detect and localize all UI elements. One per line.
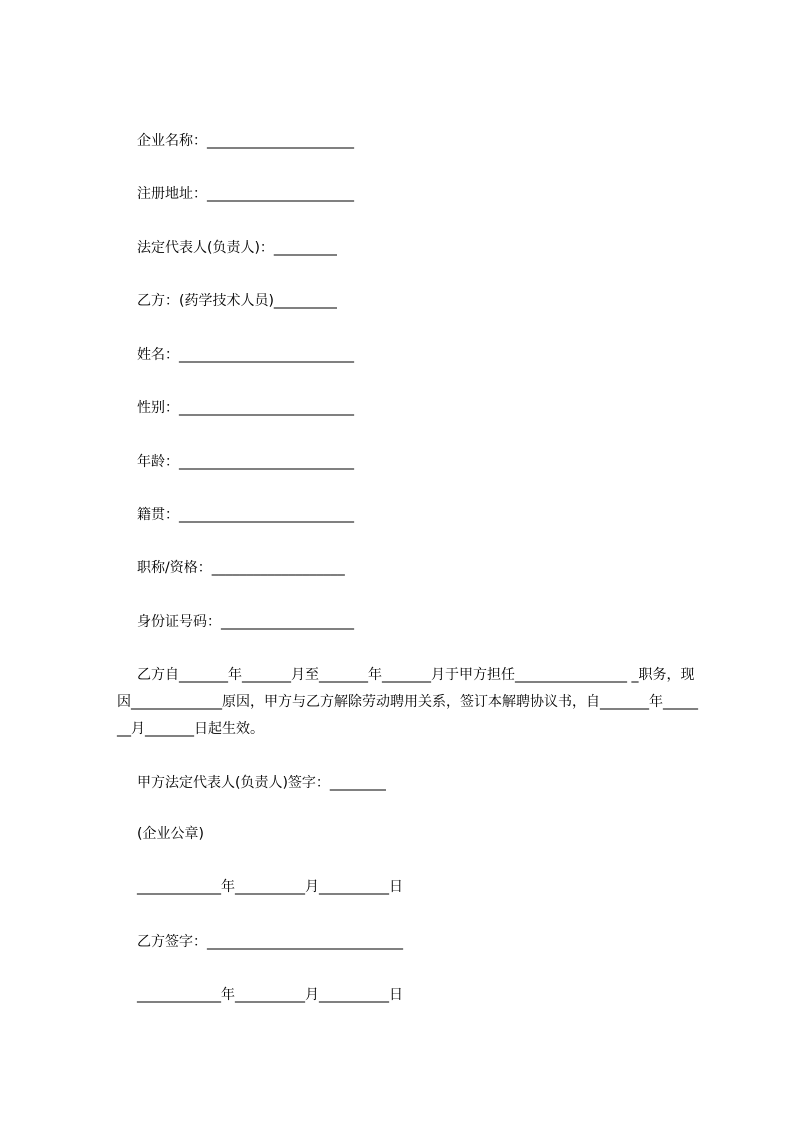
termination-paragraph-text: 乙方自_______年_______月至_______年_______月于甲方担任________________ _职务，现因_____________原因，甲方与乙方解除劳动聘用关系，签订本解聘协议书，自_______年_______月_______日起生效。	[117, 667, 698, 737]
legal-representative-field: 法定代表人(负责人)：_________	[137, 240, 337, 256]
registered-address-field: 注册地址：_____________________	[137, 186, 354, 202]
termination-paragraph	[117, 662, 701, 743]
party-b-date-field: ____________年__________月__________日	[137, 987, 403, 1003]
name-field: 姓名：_________________________	[137, 347, 354, 363]
age-field: 年龄：_________________________	[137, 454, 354, 470]
native-place-field: 籍贯：_________________________	[137, 507, 354, 523]
gender-field: 性别：_________________________	[137, 400, 354, 416]
title-qualification-field: 职称/资格：___________________	[137, 560, 345, 576]
party-a-date-field: ____________年__________月__________日	[137, 879, 403, 895]
party-a-signature-field: 甲方法定代表人(负责人)签字：________	[137, 775, 386, 791]
company-name-field: 企业名称：_____________________	[137, 133, 354, 149]
party-b-signature-field: 乙方签字：____________________________	[137, 934, 403, 950]
company-seal-label: (企业公章)	[137, 826, 204, 842]
party-b-field: 乙方：(药学技术人员)_________	[137, 293, 337, 309]
id-number-field: 身份证号码：___________________	[137, 614, 354, 630]
